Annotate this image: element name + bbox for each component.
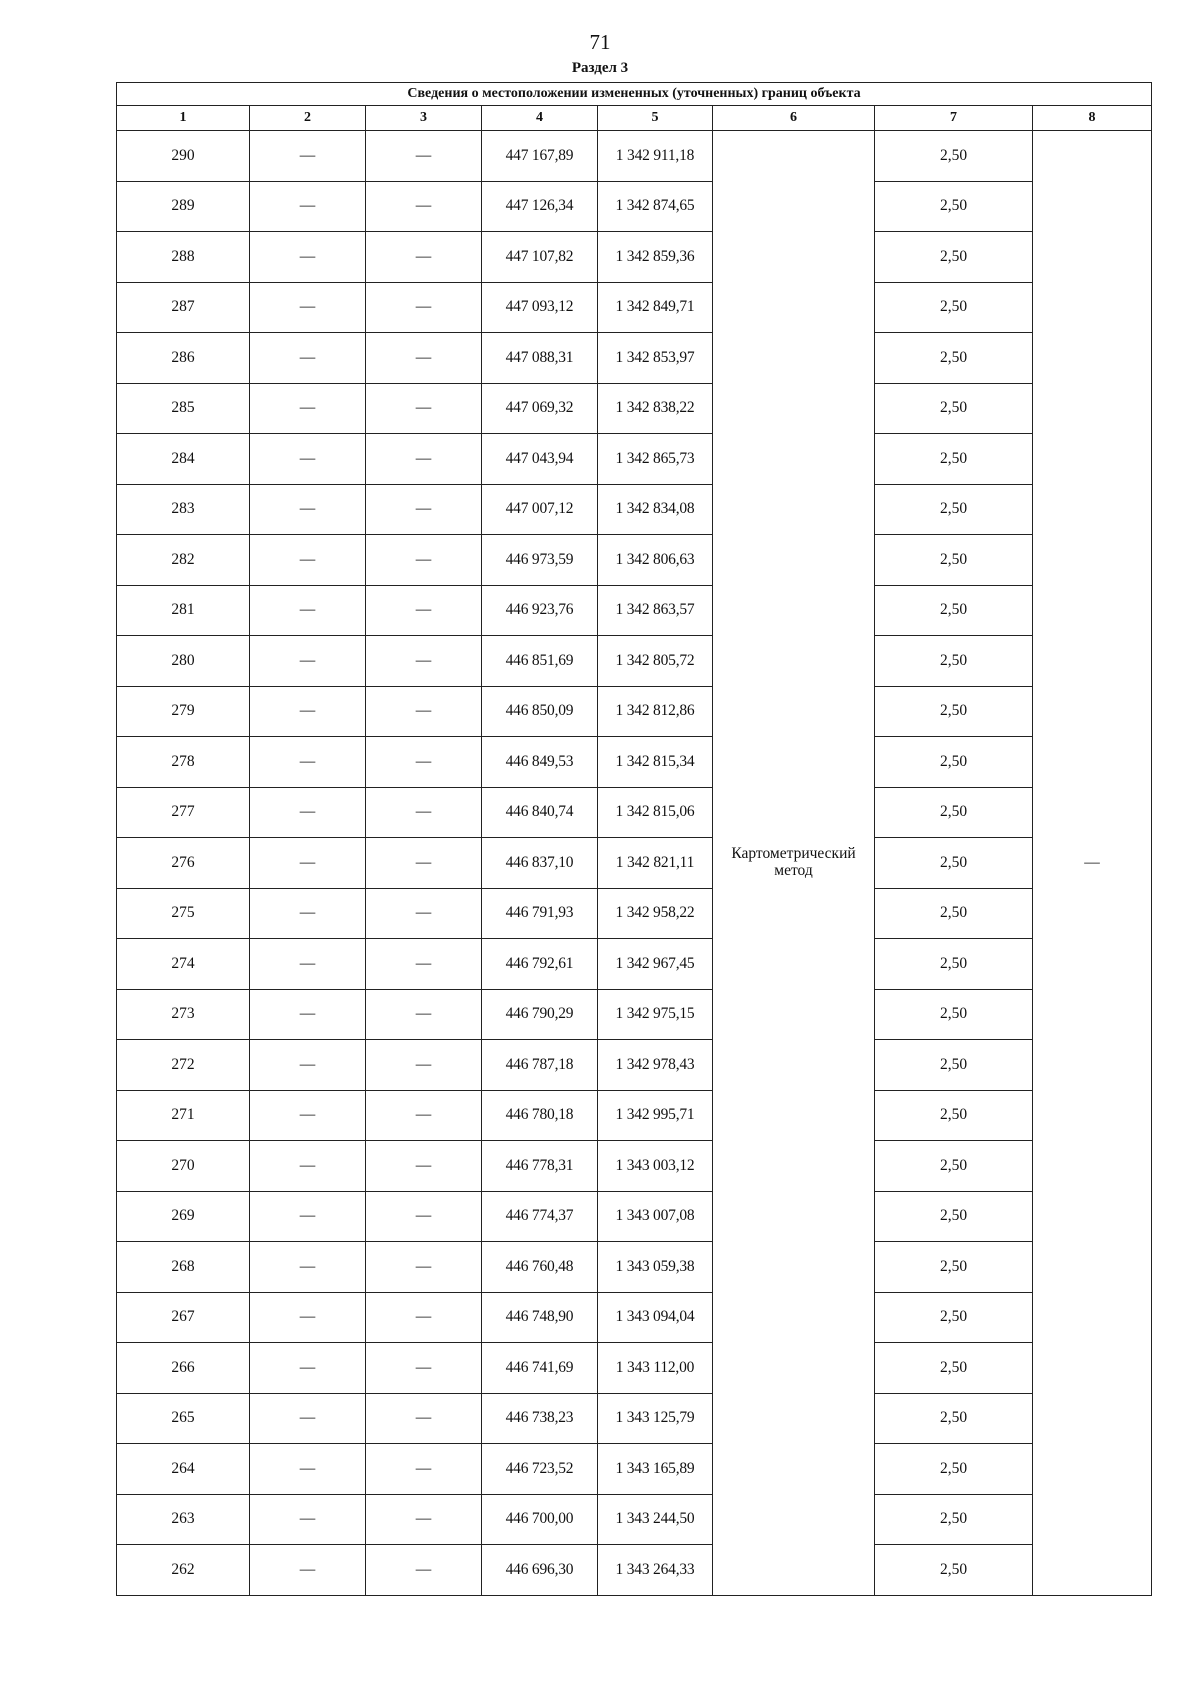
x-coordinate-cell: 446 851,69 [482, 636, 598, 687]
table-row [117, 888, 1152, 939]
table-row [117, 1191, 1152, 1242]
column-header: 8 [1033, 106, 1152, 131]
table-body [117, 131, 1152, 1596]
x-coordinate-cell: 447 093,12 [482, 282, 598, 333]
dash-cell: — [250, 1343, 366, 1394]
x-coordinate-cell: 446 741,69 [482, 1343, 598, 1394]
method-cell: Картометрический метод [713, 131, 875, 1596]
dash-cell: — [366, 1242, 482, 1293]
x-coordinate-cell: 447 007,12 [482, 484, 598, 535]
point-number-cell: 278 [117, 737, 250, 788]
dash-cell: — [366, 1494, 482, 1545]
dash-cell: — [250, 585, 366, 636]
col8-cell: — [1033, 131, 1152, 1596]
point-number-cell: 271 [117, 1090, 250, 1141]
dash-cell: — [366, 686, 482, 737]
y-coordinate-cell: 1 342 838,22 [598, 383, 713, 434]
dash-cell: — [366, 636, 482, 687]
point-number-cell: 286 [117, 333, 250, 384]
point-number-cell: 289 [117, 181, 250, 232]
y-coordinate-cell: 1 343 264,33 [598, 1545, 713, 1596]
y-coordinate-cell: 1 343 112,00 [598, 1343, 713, 1394]
accuracy-cell: 2,50 [875, 888, 1033, 939]
point-number-cell: 290 [117, 131, 250, 182]
table-row [117, 989, 1152, 1040]
dash-cell: — [250, 888, 366, 939]
dash-cell: — [366, 939, 482, 990]
dash-cell: — [250, 939, 366, 990]
accuracy-cell: 2,50 [875, 939, 1033, 990]
dash-cell: — [250, 1040, 366, 1091]
y-coordinate-cell: 1 343 165,89 [598, 1444, 713, 1495]
dash-cell: — [250, 1242, 366, 1293]
point-number-cell: 273 [117, 989, 250, 1040]
dash-cell: — [366, 838, 482, 889]
accuracy-cell: 2,50 [875, 1090, 1033, 1141]
x-coordinate-cell: 446 840,74 [482, 787, 598, 838]
accuracy-cell: 2,50 [875, 1494, 1033, 1545]
table-row [117, 1494, 1152, 1545]
column-header: 6 [713, 106, 875, 131]
dash-cell: — [250, 484, 366, 535]
y-coordinate-cell: 1 343 007,08 [598, 1191, 713, 1242]
table-row [117, 838, 1152, 889]
accuracy-cell: 2,50 [875, 989, 1033, 1040]
column-header: 2 [250, 106, 366, 131]
column-header: 1 [117, 106, 250, 131]
dash-cell: — [250, 434, 366, 485]
y-coordinate-cell: 1 342 806,63 [598, 535, 713, 586]
y-coordinate-cell: 1 343 094,04 [598, 1292, 713, 1343]
accuracy-cell: 2,50 [875, 535, 1033, 586]
point-number-cell: 267 [117, 1292, 250, 1343]
column-header-row [117, 106, 1152, 131]
point-number-cell: 275 [117, 888, 250, 939]
dash-cell: — [250, 636, 366, 687]
y-coordinate-cell: 1 343 244,50 [598, 1494, 713, 1545]
boundary-coordinates-table [116, 82, 1152, 1596]
table-row [117, 1141, 1152, 1192]
x-coordinate-cell: 447 167,89 [482, 131, 598, 182]
table-row [117, 636, 1152, 687]
dash-cell: — [250, 1444, 366, 1495]
accuracy-cell: 2,50 [875, 1242, 1033, 1293]
x-coordinate-cell: 446 791,93 [482, 888, 598, 939]
dash-cell: — [250, 1292, 366, 1343]
dash-cell: — [250, 1090, 366, 1141]
table-row [117, 1393, 1152, 1444]
table-row [117, 737, 1152, 788]
point-number-cell: 266 [117, 1343, 250, 1394]
table-row [117, 1242, 1152, 1293]
dash-cell: — [366, 1545, 482, 1596]
dash-cell: — [250, 989, 366, 1040]
point-number-cell: 262 [117, 1545, 250, 1596]
column-header: 4 [482, 106, 598, 131]
table-row [117, 1040, 1152, 1091]
y-coordinate-cell: 1 342 975,15 [598, 989, 713, 1040]
table-row [117, 282, 1152, 333]
dash-cell: — [366, 383, 482, 434]
accuracy-cell: 2,50 [875, 282, 1033, 333]
x-coordinate-cell: 447 107,82 [482, 232, 598, 283]
page-number: 71 [589, 30, 611, 54]
y-coordinate-cell: 1 342 865,73 [598, 434, 713, 485]
point-number-cell: 288 [117, 232, 250, 283]
dash-cell: — [366, 232, 482, 283]
column-header: 7 [875, 106, 1033, 131]
column-header: 3 [366, 106, 482, 131]
table-row [117, 1545, 1152, 1596]
accuracy-cell: 2,50 [875, 383, 1033, 434]
accuracy-cell: 2,50 [875, 1040, 1033, 1091]
x-coordinate-cell: 447 043,94 [482, 434, 598, 485]
point-number-cell: 263 [117, 1494, 250, 1545]
point-number-cell: 283 [117, 484, 250, 535]
x-coordinate-cell: 446 748,90 [482, 1292, 598, 1343]
point-number-cell: 280 [117, 636, 250, 687]
accuracy-cell: 2,50 [875, 1393, 1033, 1444]
point-number-cell: 264 [117, 1444, 250, 1495]
dash-cell: — [250, 1191, 366, 1242]
point-number-cell: 274 [117, 939, 250, 990]
accuracy-cell: 2,50 [875, 1141, 1033, 1192]
x-coordinate-cell: 446 700,00 [482, 1494, 598, 1545]
x-coordinate-cell: 446 780,18 [482, 1090, 598, 1141]
dash-cell: — [366, 1090, 482, 1141]
y-coordinate-cell: 1 342 853,97 [598, 333, 713, 384]
accuracy-cell: 2,50 [875, 434, 1033, 485]
x-coordinate-cell: 446 792,61 [482, 939, 598, 990]
accuracy-cell: 2,50 [875, 1343, 1033, 1394]
dash-cell: — [366, 737, 482, 788]
y-coordinate-cell: 1 342 863,57 [598, 585, 713, 636]
point-number-cell: 269 [117, 1191, 250, 1242]
table-row [117, 484, 1152, 535]
accuracy-cell: 2,50 [875, 585, 1033, 636]
dash-cell: — [366, 1393, 482, 1444]
dash-cell: — [366, 1141, 482, 1192]
y-coordinate-cell: 1 342 978,43 [598, 1040, 713, 1091]
accuracy-cell: 2,50 [875, 838, 1033, 889]
x-coordinate-cell: 446 923,76 [482, 585, 598, 636]
x-coordinate-cell: 446 696,30 [482, 1545, 598, 1596]
point-number-cell: 268 [117, 1242, 250, 1293]
y-coordinate-cell: 1 342 815,34 [598, 737, 713, 788]
y-coordinate-cell: 1 343 003,12 [598, 1141, 713, 1192]
point-number-cell: 279 [117, 686, 250, 737]
dash-cell: — [250, 838, 366, 889]
dash-cell: — [366, 1191, 482, 1242]
point-number-cell: 276 [117, 838, 250, 889]
y-coordinate-cell: 1 342 859,36 [598, 232, 713, 283]
x-coordinate-cell: 447 069,32 [482, 383, 598, 434]
dash-cell: — [250, 282, 366, 333]
dash-cell: — [250, 686, 366, 737]
table-row [117, 232, 1152, 283]
y-coordinate-cell: 1 342 834,08 [598, 484, 713, 535]
dash-cell: — [250, 1545, 366, 1596]
table-row [117, 585, 1152, 636]
point-number-cell: 282 [117, 535, 250, 586]
point-number-cell: 277 [117, 787, 250, 838]
dash-cell: — [366, 282, 482, 333]
y-coordinate-cell: 1 343 059,38 [598, 1242, 713, 1293]
table-row [117, 686, 1152, 737]
dash-cell: — [250, 333, 366, 384]
accuracy-cell: 2,50 [875, 484, 1033, 535]
x-coordinate-cell: 446 774,37 [482, 1191, 598, 1242]
x-coordinate-cell: 447 088,31 [482, 333, 598, 384]
accuracy-cell: 2,50 [875, 1444, 1033, 1495]
accuracy-cell: 2,50 [875, 636, 1033, 687]
dash-cell: — [250, 383, 366, 434]
dash-cell: — [366, 989, 482, 1040]
x-coordinate-cell: 446 778,31 [482, 1141, 598, 1192]
dash-cell: — [366, 434, 482, 485]
section-title: Раздел 3 [571, 60, 629, 76]
y-coordinate-cell: 1 343 125,79 [598, 1393, 713, 1444]
accuracy-cell: 2,50 [875, 1545, 1033, 1596]
x-coordinate-cell: 446 973,59 [482, 535, 598, 586]
table-row [117, 131, 1152, 182]
dash-cell: — [250, 1494, 366, 1545]
x-coordinate-cell: 446 849,53 [482, 737, 598, 788]
accuracy-cell: 2,50 [875, 686, 1033, 737]
point-number-cell: 284 [117, 434, 250, 485]
dash-cell: — [250, 1141, 366, 1192]
x-coordinate-cell: 447 126,34 [482, 181, 598, 232]
point-number-cell: 285 [117, 383, 250, 434]
x-coordinate-cell: 446 837,10 [482, 838, 598, 889]
dash-cell: — [250, 535, 366, 586]
dash-cell: — [250, 232, 366, 283]
dash-cell: — [250, 181, 366, 232]
x-coordinate-cell: 446 738,23 [482, 1393, 598, 1444]
y-coordinate-cell: 1 342 911,18 [598, 131, 713, 182]
accuracy-cell: 2,50 [875, 787, 1033, 838]
table-row [117, 333, 1152, 384]
dash-cell: — [366, 484, 482, 535]
table-row [117, 1090, 1152, 1141]
table-row [117, 1343, 1152, 1394]
dash-cell: — [366, 131, 482, 182]
y-coordinate-cell: 1 342 821,11 [598, 838, 713, 889]
y-coordinate-cell: 1 342 815,06 [598, 787, 713, 838]
x-coordinate-cell: 446 760,48 [482, 1242, 598, 1293]
dash-cell: — [250, 787, 366, 838]
dash-cell: — [366, 585, 482, 636]
table-row [117, 535, 1152, 586]
y-coordinate-cell: 1 342 805,72 [598, 636, 713, 687]
table-title: Сведения о местоположении измененных (уточненных) границ объекта [117, 83, 1152, 106]
table-row [117, 1292, 1152, 1343]
y-coordinate-cell: 1 342 812,86 [598, 686, 713, 737]
table-row [117, 1444, 1152, 1495]
column-header: 5 [598, 106, 713, 131]
accuracy-cell: 2,50 [875, 1191, 1033, 1242]
dash-cell: — [250, 737, 366, 788]
point-number-cell: 287 [117, 282, 250, 333]
dash-cell: — [366, 1040, 482, 1091]
dash-cell: — [366, 535, 482, 586]
dash-cell: — [366, 888, 482, 939]
point-number-cell: 281 [117, 585, 250, 636]
dash-cell: — [366, 333, 482, 384]
table-row [117, 434, 1152, 485]
table-row [117, 787, 1152, 838]
accuracy-cell: 2,50 [875, 333, 1033, 384]
accuracy-cell: 2,50 [875, 232, 1033, 283]
point-number-cell: 270 [117, 1141, 250, 1192]
accuracy-cell: 2,50 [875, 131, 1033, 182]
x-coordinate-cell: 446 787,18 [482, 1040, 598, 1091]
dash-cell: — [366, 787, 482, 838]
table-row [117, 383, 1152, 434]
y-coordinate-cell: 1 342 995,71 [598, 1090, 713, 1141]
table-row [117, 181, 1152, 232]
x-coordinate-cell: 446 850,09 [482, 686, 598, 737]
y-coordinate-cell: 1 342 958,22 [598, 888, 713, 939]
dash-cell: — [366, 181, 482, 232]
y-coordinate-cell: 1 342 874,65 [598, 181, 713, 232]
point-number-cell: 265 [117, 1393, 250, 1444]
table-row [117, 939, 1152, 990]
x-coordinate-cell: 446 723,52 [482, 1444, 598, 1495]
y-coordinate-cell: 1 342 967,45 [598, 939, 713, 990]
accuracy-cell: 2,50 [875, 1292, 1033, 1343]
dash-cell: — [366, 1343, 482, 1394]
y-coordinate-cell: 1 342 849,71 [598, 282, 713, 333]
dash-cell: — [250, 1393, 366, 1444]
accuracy-cell: 2,50 [875, 181, 1033, 232]
dash-cell: — [250, 131, 366, 182]
accuracy-cell: 2,50 [875, 737, 1033, 788]
point-number-cell: 272 [117, 1040, 250, 1091]
dash-cell: — [366, 1292, 482, 1343]
x-coordinate-cell: 446 790,29 [482, 989, 598, 1040]
dash-cell: — [366, 1444, 482, 1495]
